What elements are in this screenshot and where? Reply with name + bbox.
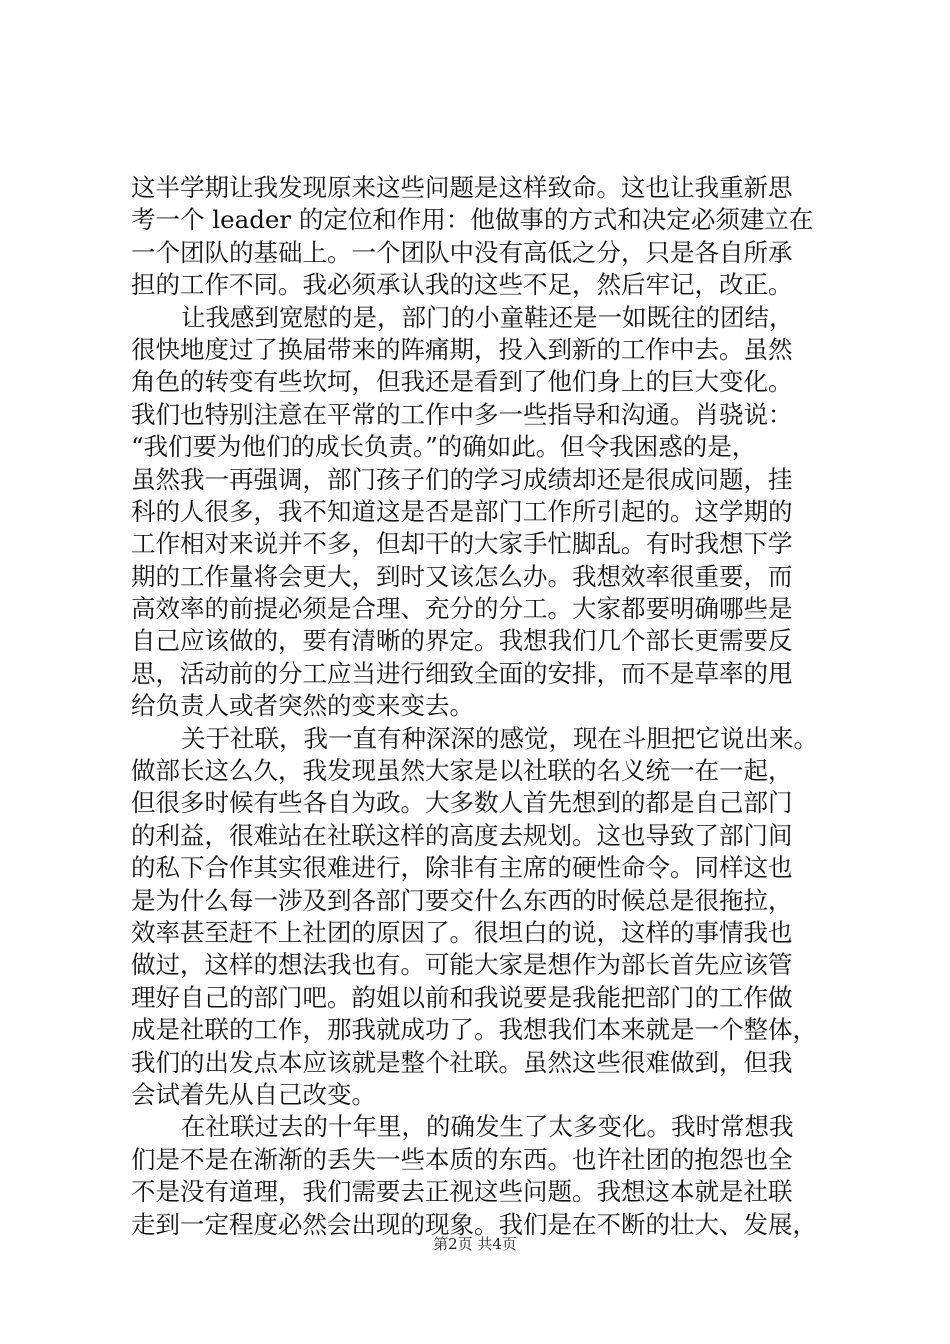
text-line: 做部长这么久，我发现虽然大家是以社联的名义统一在一起，: [131, 756, 793, 786]
text-line: 会试着先从自己改变。: [131, 1079, 376, 1109]
text-line: 做过，这样的想法我也有。可能大家是想作为部长首先应该管: [131, 950, 793, 980]
text-line: “我们要为他们的成长负责。”的确如此。但令我困惑的是，: [131, 432, 757, 462]
text-line: 高效率的前提必须是合理、充分的分工。大家都要明确哪些是: [131, 594, 793, 624]
text-line: 在社联过去的十年里，的确发生了太多变化。我时常想我: [181, 1112, 794, 1142]
text-line: 我们的出发点本应该就是整个社联。虽然这些很难做到，但我: [131, 1047, 793, 1077]
text-line: 我们也特别注意在平常的工作中多一些指导和沟通。肖骁说：: [131, 399, 793, 429]
text-line: 科的人很多，我不知道这是否是部门工作所引起的。这学期的: [131, 496, 793, 526]
text-line: 虽然我一再强调，部门孩子们的学习成绩却还是很成问题，挂: [131, 464, 793, 494]
text-line: 担的工作不同。我必须承认我的这些不足，然后牢记，改正。: [131, 270, 793, 300]
text-line: 角色的转变有些坎坷，但我还是看到了他们身上的巨大变化。: [131, 367, 793, 397]
text-line: 让我感到宽慰的是，部门的小童鞋还是一如既往的团结，: [181, 302, 794, 332]
text-line: 但很多时候有些各自为政。大多数人首先想到的都是自己部门: [131, 788, 793, 818]
text-line: 关于社联，我一直有种深深的感觉，现在斗胆把它说出来。: [181, 723, 818, 753]
text-line: 们是不是在渐渐的丢失一些本质的东西。也许社团的抱怨也全: [131, 1144, 793, 1174]
text-line: 的利益，很难站在社联这样的高度去规划。这也导致了部门间: [131, 820, 793, 850]
text-line: 是为什么每一涉及到各部门要交什么东西的时候总是很拖拉，: [131, 885, 793, 915]
text-line: 理好自己的部门吧。韵姐以前和我说要是我能把部门的工作做: [131, 982, 793, 1012]
text-line: 期的工作量将会更大，到时又该怎么办。我想效率很重要，而: [131, 561, 793, 591]
text-line: 的私下合作其实很难进行，除非有主席的硬性命令。同样这也: [131, 853, 793, 883]
document-body: [131, 172, 831, 1241]
text-line: 很快地度过了换届带来的阵痛期，投入到新的工作中去。虽然: [131, 334, 793, 364]
text-line: 效率甚至赶不上社团的原因了。很坦白的说，这样的事情我也: [131, 917, 793, 947]
text-line: 不是没有道理，我们需要去正视这些问题。我想这本就是社联: [131, 1177, 793, 1207]
text-line: 走到一定程度必然会出现的现象。我们是在不断的壮大、发展，: [131, 1209, 817, 1239]
page-footer: 第2页 共4页: [433, 1235, 517, 1253]
text-line: 这半学期让我发现原来这些问题是这样致命。这也让我重新思: [131, 173, 793, 202]
text-line: 工作相对来说并不多，但却干的大家手忙脚乱。有时我想下学: [131, 529, 793, 559]
text-line: 考一个 leader 的定位和作用：他做事的方式和决定必须建立在: [131, 205, 814, 235]
text-line: 给负责人或者突然的变来变去。: [131, 691, 474, 721]
text-line: 思，活动前的分工应当进行细致全面的安排，而不是草率的甩: [131, 658, 793, 688]
text-line: 成是社联的工作，那我就成功了。我想我们本来就是一个整体，: [131, 1015, 817, 1045]
text-line: 自己应该做的，要有清晰的界定。我想我们几个部长更需要反: [131, 626, 793, 656]
text-line: 一个团队的基础上。一个团队中没有高低之分，只是各自所承: [131, 237, 793, 267]
